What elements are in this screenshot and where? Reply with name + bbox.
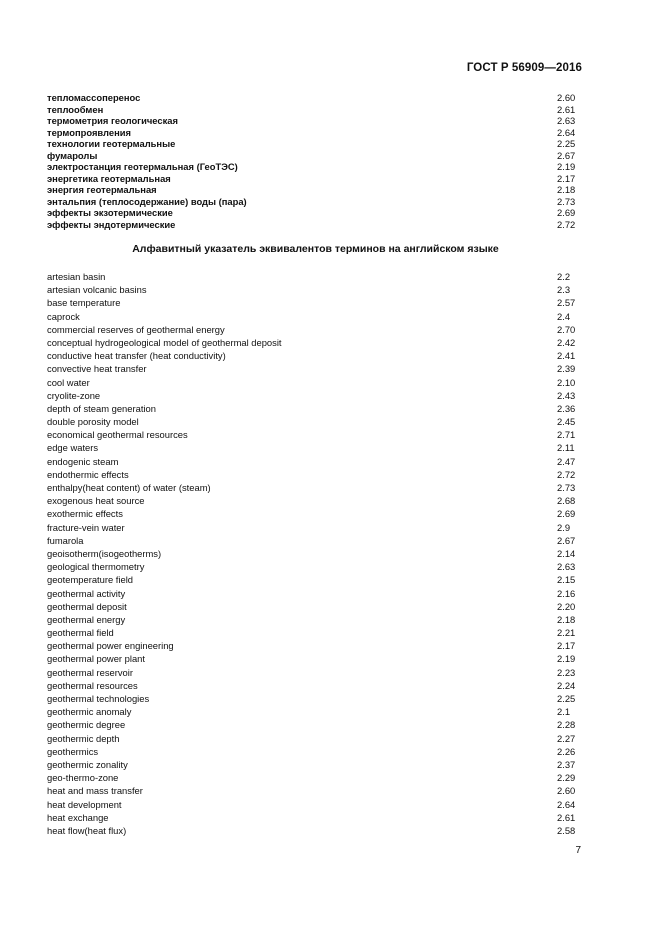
ru-index-row bbox=[47, 184, 578, 196]
index-term: geothermal resources bbox=[47, 679, 138, 691]
index-term: enthalpy(heat content) of water (steam) bbox=[47, 482, 211, 493]
index-reference: 2.2 bbox=[557, 271, 571, 282]
index-term: depth of steam generation bbox=[47, 402, 156, 414]
en-index-row bbox=[47, 455, 578, 468]
index-reference: 2.72 bbox=[557, 468, 576, 480]
standard-code: ГОСТ Р 56909—2016 bbox=[466, 62, 582, 74]
index-reference: 2.17 bbox=[557, 172, 576, 184]
en-index-row bbox=[47, 811, 578, 824]
index-reference: 2.24 bbox=[557, 679, 576, 691]
index-reference: 2.67 bbox=[557, 149, 576, 161]
index-reference: 2.18 bbox=[557, 613, 576, 625]
index-term: cryolite-zone bbox=[47, 389, 101, 401]
en-index-row bbox=[47, 547, 578, 560]
index-term: технологии геотермальные bbox=[47, 138, 176, 149]
index-term: double porosity model bbox=[47, 416, 139, 428]
index-reference: 2.73 bbox=[557, 482, 576, 493]
index-term: geothermic anomaly bbox=[47, 706, 132, 718]
en-index-row bbox=[47, 626, 578, 639]
index-reference: 2.25 bbox=[557, 693, 576, 704]
ru-index-row bbox=[47, 127, 578, 139]
index-reference: 2.3 bbox=[557, 284, 571, 296]
index-term: exogenous heat source bbox=[47, 495, 145, 507]
index-term: geo-thermo-zone bbox=[47, 772, 119, 784]
en-index-row bbox=[47, 362, 578, 375]
index-reference: 2.73 bbox=[557, 195, 576, 207]
index-term: fracture-vein water bbox=[47, 521, 125, 533]
index-term: heat development bbox=[47, 798, 122, 810]
index-reference: 2.42 bbox=[557, 336, 576, 348]
english-terms-index bbox=[47, 270, 578, 837]
en-index-row bbox=[47, 798, 578, 811]
index-reference: 2.68 bbox=[557, 495, 576, 507]
index-term: geothermic zonality bbox=[47, 758, 128, 770]
index-term: economical geothermal resources bbox=[47, 429, 188, 441]
index-reference: 2.60 bbox=[557, 92, 576, 103]
index-reference: 2.27 bbox=[557, 732, 576, 744]
index-term: exothermic effects bbox=[47, 508, 123, 520]
en-index-row bbox=[47, 652, 578, 665]
index-reference: 2.58 bbox=[557, 824, 576, 836]
index-term: geothermal energy bbox=[47, 613, 126, 625]
index-reference: 2.63 bbox=[557, 115, 576, 126]
en-index-row bbox=[47, 600, 578, 613]
index-reference: 2.11 bbox=[557, 442, 575, 454]
en-index-row bbox=[47, 441, 578, 454]
index-term: convective heat transfer bbox=[47, 363, 147, 375]
en-index-row bbox=[47, 718, 578, 731]
index-term: geothermic degree bbox=[47, 719, 126, 731]
index-reference: 2.4 bbox=[557, 310, 571, 322]
en-index-row bbox=[47, 758, 578, 771]
en-index-row bbox=[47, 270, 578, 283]
page-number: 7 bbox=[575, 845, 581, 856]
index-reference: 2.47 bbox=[557, 455, 576, 467]
index-reference: 2.25 bbox=[557, 138, 576, 149]
index-reference: 2.16 bbox=[557, 587, 576, 599]
index-term: artesian volcanic basins bbox=[47, 284, 147, 296]
index-term: энергия геотермальная bbox=[47, 184, 157, 195]
index-term: cool water bbox=[47, 376, 90, 388]
index-reference: 2.57 bbox=[557, 297, 576, 309]
en-index-row bbox=[47, 771, 578, 784]
index-term: heat and mass transfer bbox=[47, 785, 143, 797]
en-index-row bbox=[47, 310, 578, 323]
index-term: geothermal activity bbox=[47, 587, 126, 599]
en-index-row bbox=[47, 534, 578, 547]
index-term: artesian basin bbox=[47, 271, 106, 282]
ru-index-row bbox=[47, 138, 578, 150]
index-term: эффекты эндотермические bbox=[47, 218, 176, 230]
index-reference: 2.19 bbox=[557, 161, 576, 172]
index-term: тепломассоперенос bbox=[47, 92, 141, 103]
en-index-row bbox=[47, 494, 578, 507]
en-index-row bbox=[47, 705, 578, 718]
en-index-row bbox=[47, 468, 578, 481]
index-term: geothermics bbox=[47, 745, 99, 757]
index-reference: 2.14 bbox=[557, 547, 576, 559]
index-reference: 2.21 bbox=[557, 627, 576, 639]
index-term: caprock bbox=[47, 310, 80, 322]
index-reference: 2.37 bbox=[557, 758, 576, 770]
ru-index-row bbox=[47, 173, 578, 185]
document-header bbox=[467, 62, 582, 74]
index-reference: 2.69 bbox=[557, 207, 576, 218]
index-term: geothermal technologies bbox=[47, 693, 150, 704]
section-title: Алфавитный указатель эквивалентов терминов на английском языке bbox=[132, 243, 499, 255]
ru-index-row bbox=[47, 150, 578, 162]
index-term: geothermic depth bbox=[47, 732, 120, 744]
index-term: endothermic effects bbox=[47, 468, 129, 480]
index-reference: 2.61 bbox=[557, 811, 576, 823]
index-reference: 2.1 bbox=[557, 706, 571, 718]
en-index-row bbox=[47, 481, 578, 494]
index-reference: 2.20 bbox=[557, 600, 576, 612]
ru-index-row bbox=[47, 196, 578, 208]
index-reference: 2.71 bbox=[557, 429, 576, 441]
ru-index-row bbox=[47, 104, 578, 116]
index-reference: 2.39 bbox=[557, 363, 576, 375]
index-term: heat exchange bbox=[47, 811, 109, 823]
index-term: geoisotherm(isogeotherms) bbox=[47, 547, 162, 559]
en-index-row bbox=[47, 336, 578, 349]
en-index-row bbox=[47, 666, 578, 679]
en-index-row bbox=[47, 732, 578, 745]
index-term: geothermal deposit bbox=[47, 600, 127, 612]
ru-index-row bbox=[47, 219, 578, 231]
index-term: geothermal field bbox=[47, 627, 114, 639]
index-reference: 2.29 bbox=[557, 772, 576, 784]
index-reference: 2.41 bbox=[557, 350, 576, 362]
en-index-row bbox=[47, 639, 578, 652]
index-reference: 2.43 bbox=[557, 389, 576, 401]
en-index-row bbox=[47, 389, 578, 402]
index-term: geological thermometry bbox=[47, 561, 145, 573]
index-reference: 2.69 bbox=[557, 508, 576, 520]
en-index-row bbox=[47, 521, 578, 534]
en-index-row bbox=[47, 573, 578, 586]
index-reference: 2.18 bbox=[557, 184, 576, 195]
index-term: base temperature bbox=[47, 297, 121, 309]
index-reference: 2.72 bbox=[557, 218, 576, 230]
index-term: conductive heat transfer (heat conductivity) bbox=[47, 350, 226, 362]
en-index-row bbox=[47, 745, 578, 758]
index-term: commercial reserves of geothermal energy bbox=[47, 323, 225, 335]
en-index-row bbox=[47, 824, 578, 837]
index-reference: 2.23 bbox=[557, 666, 576, 678]
en-index-row bbox=[47, 323, 578, 336]
index-reference: 2.60 bbox=[557, 785, 576, 797]
index-term: fumarola bbox=[47, 534, 84, 546]
en-index-row bbox=[47, 415, 578, 428]
index-term: endogenic steam bbox=[47, 455, 119, 467]
index-reference: 2.36 bbox=[557, 402, 576, 414]
index-term: термопроявления bbox=[47, 126, 131, 138]
index-reference: 2.67 bbox=[557, 534, 576, 546]
index-reference: 2.19 bbox=[557, 653, 576, 665]
en-index-row bbox=[47, 587, 578, 600]
index-term: geothermal power engineering bbox=[47, 640, 174, 652]
index-reference: 2.70 bbox=[557, 323, 576, 335]
en-index-row bbox=[47, 428, 578, 441]
index-term: электростанция геотермальная (ГеоТЭС) bbox=[47, 161, 238, 172]
index-term: geotemperature field bbox=[47, 574, 133, 586]
index-term: heat flow(heat flux) bbox=[47, 824, 127, 836]
en-index-row bbox=[47, 692, 578, 705]
index-term: conceptual hydrogeological model of geothermal deposit bbox=[47, 336, 282, 348]
index-reference: 2.63 bbox=[557, 561, 576, 573]
index-term: теплообмен bbox=[47, 103, 104, 115]
index-term: фумаролы bbox=[47, 149, 98, 161]
index-term: geothermal power plant bbox=[47, 653, 145, 665]
en-index-row bbox=[47, 679, 578, 692]
en-index-row bbox=[47, 296, 578, 309]
index-term: edge waters bbox=[47, 442, 99, 454]
ru-index-row bbox=[47, 161, 578, 173]
index-reference: 2.64 bbox=[557, 126, 576, 138]
en-index-row bbox=[47, 507, 578, 520]
index-reference: 2.17 bbox=[557, 640, 576, 652]
en-index-row bbox=[47, 283, 578, 296]
index-term: geothermal reservoir bbox=[47, 666, 133, 678]
index-reference: 2.45 bbox=[557, 416, 576, 428]
index-reference: 2.10 bbox=[557, 376, 576, 388]
index-reference: 2.28 bbox=[557, 719, 576, 731]
index-reference: 2.26 bbox=[557, 745, 576, 757]
en-index-row bbox=[47, 349, 578, 362]
index-reference: 2.61 bbox=[557, 103, 576, 115]
en-index-row bbox=[47, 784, 578, 797]
ru-index-row bbox=[47, 92, 578, 104]
en-index-row bbox=[47, 560, 578, 573]
ru-index-row bbox=[47, 115, 578, 127]
index-term: термометрия геологическая bbox=[47, 115, 178, 126]
index-term: энергетика геотермальная bbox=[47, 172, 171, 184]
index-reference: 2.15 bbox=[557, 574, 576, 586]
index-reference: 2.64 bbox=[557, 798, 576, 810]
index-term: эффекты экзотермические bbox=[47, 207, 173, 218]
index-term: энтальпия (теплосодержание) воды (пара) bbox=[47, 195, 247, 207]
en-index-row bbox=[47, 402, 578, 415]
russian-terms-index bbox=[47, 92, 578, 230]
index-reference: 2.9 bbox=[557, 521, 571, 533]
en-index-row bbox=[47, 376, 578, 389]
en-index-row bbox=[47, 613, 578, 626]
ru-index-row bbox=[47, 207, 578, 219]
